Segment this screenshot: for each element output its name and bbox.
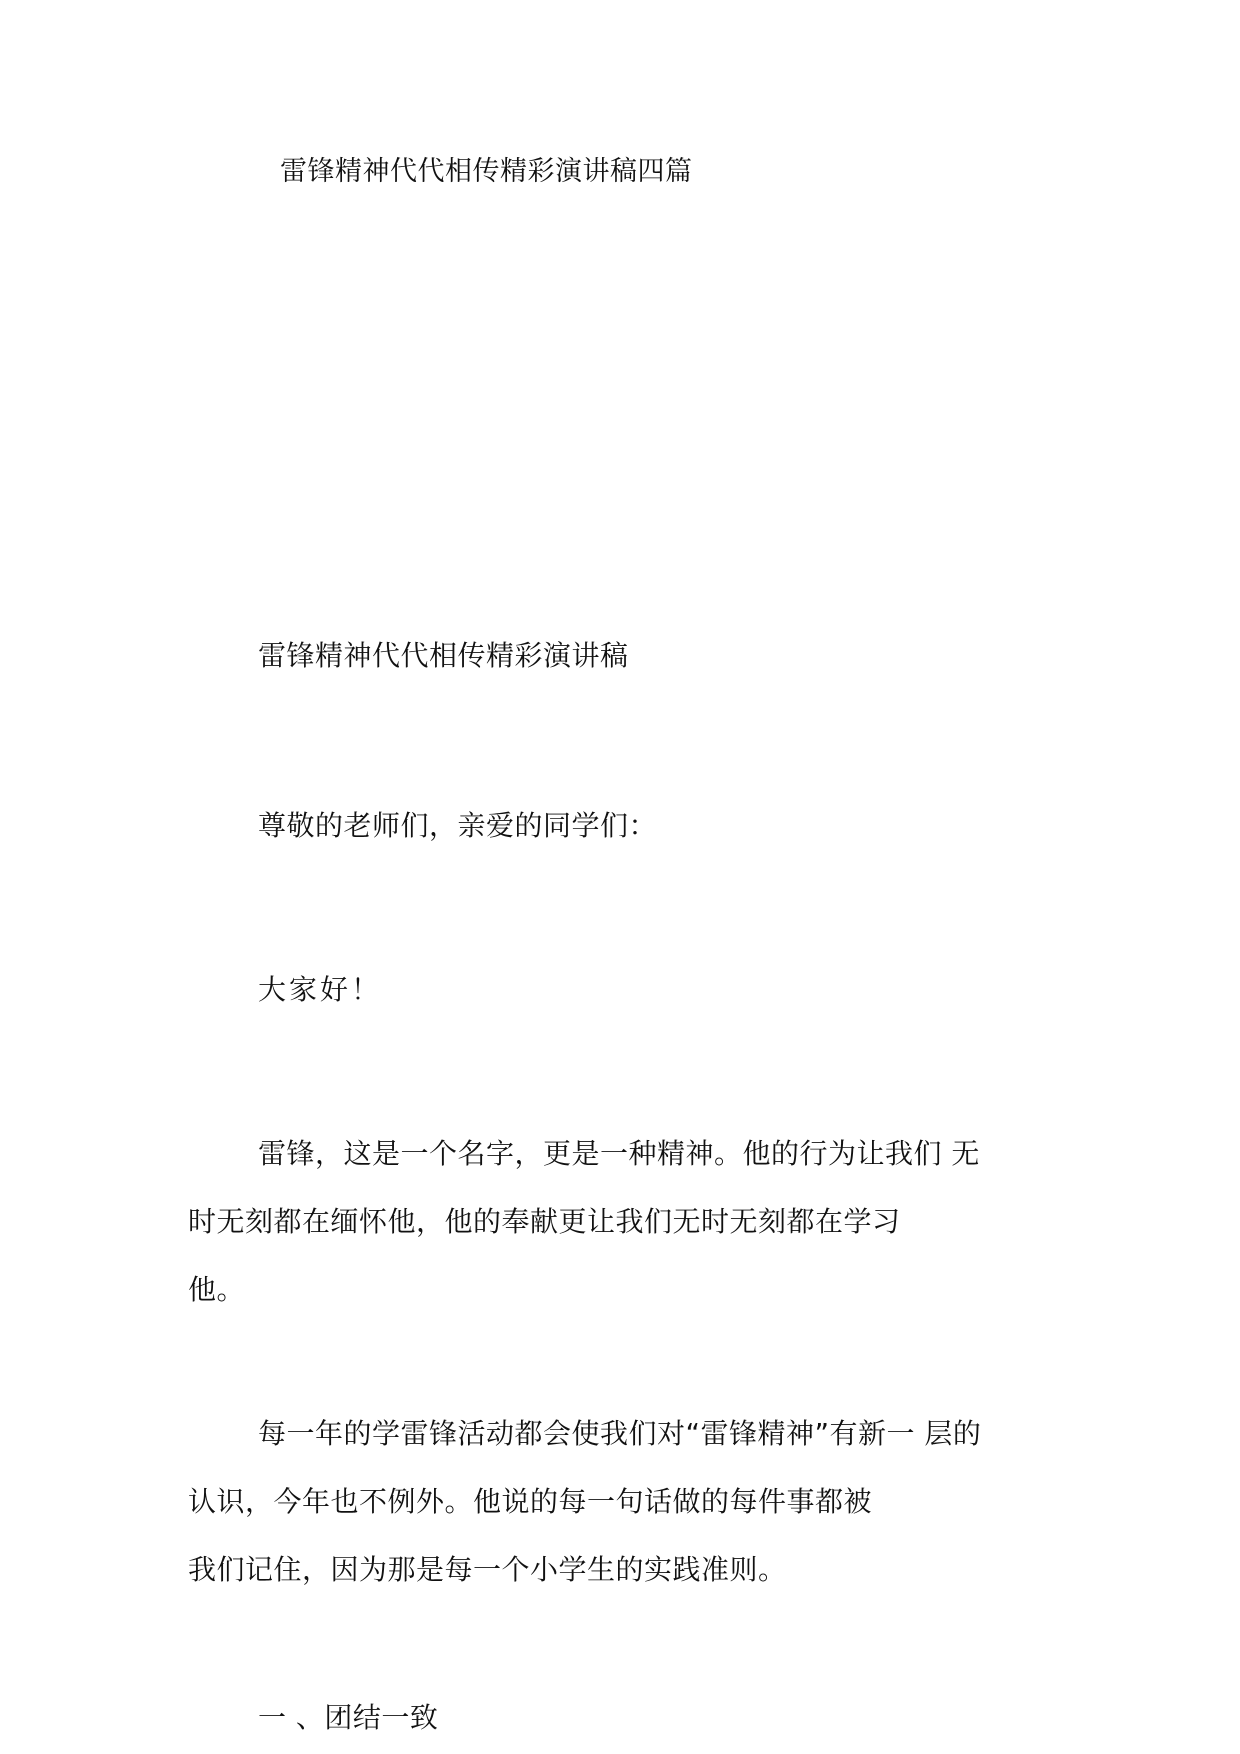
greeting-line: 大家好！ xyxy=(258,973,383,1006)
salutation: 尊敬的老师们，亲爱的同学们： xyxy=(258,809,658,842)
section-heading-1: 一 、团结一致 xyxy=(258,1701,439,1734)
paragraph-2-line-2: 认识，今年也不例外。他说的每一句话做的每件事都被 xyxy=(188,1485,873,1518)
speech-title: 雷锋精神代代相传精彩演讲稿 xyxy=(258,639,629,672)
paragraph-1-line-3: 他。 xyxy=(188,1273,246,1306)
document-title: 雷锋精神代代相传精彩演讲稿四篇 xyxy=(280,156,693,187)
paragraph-2-line-1: 每一年的学雷锋活动都会使我们对“雷锋精神”有新一 层的 xyxy=(258,1417,982,1450)
paragraph-1-line-2: 时无刻都在缅怀他，他的奉献更让我们无时无刻都在学习 xyxy=(188,1205,901,1238)
paragraph-2-line-3: 我们记住，因为那是每一个小学生的实践准则。 xyxy=(188,1553,787,1586)
paragraph-1-line-1: 雷锋，这是一个名字，更是一种精神。他的行为让我们 无 xyxy=(258,1137,980,1170)
